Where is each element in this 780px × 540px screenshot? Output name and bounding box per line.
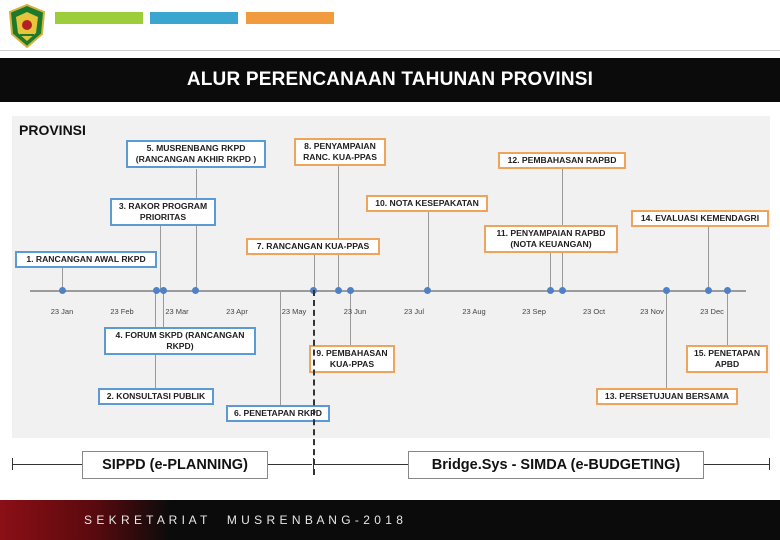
step-box-2 <box>98 388 214 405</box>
accent-bar-green <box>55 12 143 24</box>
tick-label: 23 Feb <box>110 307 134 316</box>
tick-label: 23 Dec <box>700 307 724 316</box>
timeline-dot <box>663 287 670 294</box>
step-label: 15. PENETAPAN <box>693 348 761 358</box>
step-label: (NOTA KEUANGAN) <box>510 239 592 249</box>
tick-label: 23 Sep <box>522 307 546 316</box>
connector-s14 <box>708 226 709 290</box>
step-label: RANC. KUA-PPAS <box>303 152 377 162</box>
tick-label: 23 Mar <box>165 307 189 316</box>
section-label: PROVINSI <box>19 122 86 138</box>
header-divider <box>0 50 780 51</box>
tick-label: 23 Nov <box>640 307 664 316</box>
accent-bar-orange <box>246 12 334 24</box>
phase-label-budgeting: Bridge.Sys - SIMDA (e-BUDGETING) <box>408 451 704 479</box>
step-label: 8. PENYAMPAIAN <box>304 141 376 151</box>
connector-s5 <box>196 169 197 290</box>
connector-s10 <box>428 209 429 290</box>
timeline-dot <box>153 287 160 294</box>
timeline-dot <box>160 287 167 294</box>
timeline-axis <box>30 290 746 292</box>
timeline-dot <box>547 287 554 294</box>
step-box-8 <box>294 138 386 166</box>
page-title: ALUR PERENCANAAN TAHUNAN PROVINSI <box>186 69 594 90</box>
footer-text: S E K R E T A R I A T M U S R E N B A N G - 2 0 1 8 <box>84 513 404 527</box>
step-label: 12. PEMBAHASAN RAPBD <box>507 155 617 165</box>
step-box-13 <box>596 388 738 405</box>
step-box-14 <box>631 210 769 227</box>
connector-s7 <box>314 252 315 290</box>
timeline-dot <box>59 287 66 294</box>
accent-bar-blue <box>150 12 238 24</box>
step-box-12 <box>498 152 626 169</box>
step-box-11 <box>484 225 618 253</box>
step-label: 6. PENETAPAN RKPD <box>233 408 323 418</box>
step-label: KUA-PPAS <box>329 359 375 369</box>
connector-s8 <box>338 165 339 290</box>
tick-label: 23 May <box>281 307 307 316</box>
timeline-dot <box>192 287 199 294</box>
tick-label: 23 Oct <box>582 307 606 316</box>
step-label: PRIORITAS <box>139 212 187 222</box>
tick-label: 23 Aug <box>462 307 486 316</box>
step-label: (RANCANGAN AKHIR RKPD ) <box>135 154 257 164</box>
phase-span-cap <box>313 458 314 470</box>
timeline-dot <box>705 287 712 294</box>
step-label: 1. RANCANGAN AWAL RKPD <box>26 254 146 264</box>
tick-label: 23 Apr <box>226 307 248 316</box>
timeline-dot <box>335 287 342 294</box>
phase-divider-dashed <box>313 290 315 475</box>
connector-s11 <box>550 252 551 290</box>
step-box-4 <box>104 327 256 355</box>
timeline-dot <box>559 287 566 294</box>
step-box-5 <box>126 140 266 168</box>
step-box-1 <box>15 251 157 268</box>
step-label: 14. EVALUASI KEMENDAGRI <box>640 213 760 223</box>
timeline-dot <box>347 287 354 294</box>
step-label: RKPD) <box>166 341 194 351</box>
tick-label: 23 Jul <box>403 307 424 316</box>
timeline-dot <box>724 287 731 294</box>
connector-s3a <box>160 226 161 290</box>
step-label: 3. RAKOR PROGRAM <box>118 201 208 211</box>
step-label: 11. PENYAMPAIAN RAPBD <box>496 228 606 238</box>
step-label: 2. KONSULTASI PUBLIK <box>106 391 206 401</box>
phase-label-planning: SIPPD (e-PLANNING) <box>82 451 268 479</box>
step-label: 9. PEMBAHASAN <box>316 348 388 358</box>
step-box-3 <box>110 198 216 226</box>
step-label: APBD <box>714 359 740 369</box>
step-box-10 <box>366 195 488 212</box>
phase-span-cap <box>769 458 770 470</box>
step-label: 7. RANCANGAN KUA-PPAS <box>256 241 370 251</box>
step-box-15 <box>686 345 768 373</box>
tick-label: 23 Jun <box>343 307 367 316</box>
tick-label: 23 Jan <box>50 307 74 316</box>
province-logo <box>8 4 46 48</box>
phase-span-cap <box>12 458 13 470</box>
timeline-dot <box>424 287 431 294</box>
step-box-7 <box>246 238 380 255</box>
connector-s15 <box>727 292 728 346</box>
step-label: 13. PERSETUJUAN BERSAMA <box>604 391 730 401</box>
step-box-9 <box>309 345 395 373</box>
connector-s9 <box>350 292 351 346</box>
step-label: 5. MUSRENBANG RKPD <box>146 143 246 153</box>
step-label: 4. FORUM SKPD (RANCANGAN <box>115 330 245 340</box>
step-label: 10. NOTA KESEPAKATAN <box>375 198 479 208</box>
